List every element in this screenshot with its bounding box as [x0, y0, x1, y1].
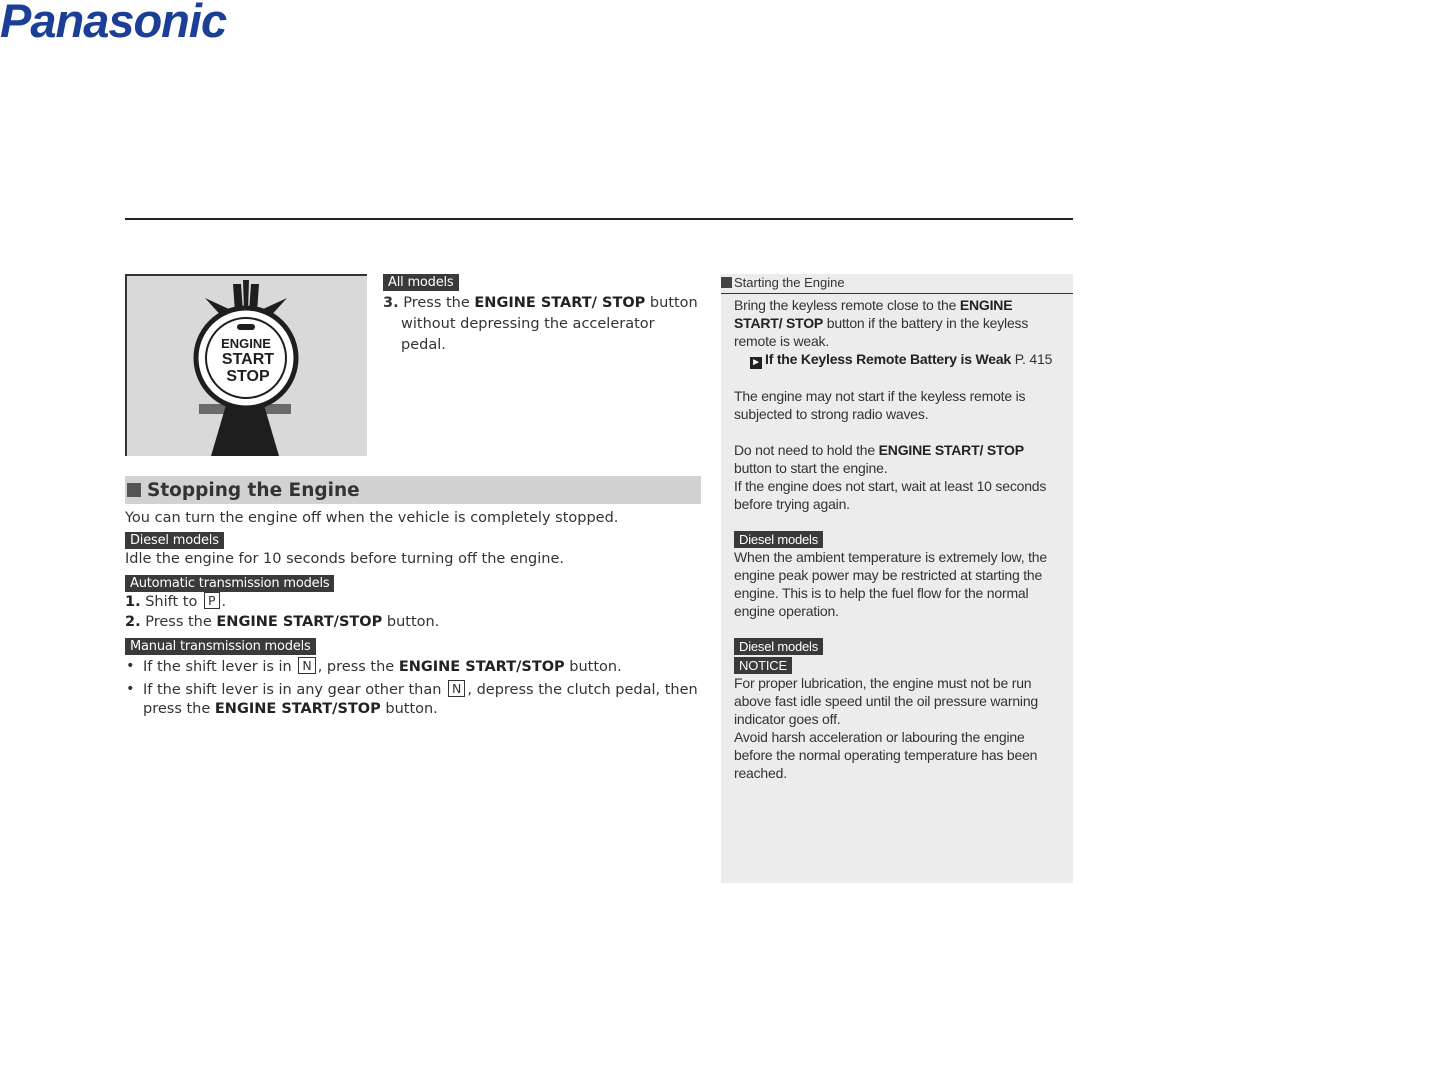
sidebar-p4: When the ambient temperature is extremely low, the engine peak power may be restricted at starting the engine. This is to help the fuel flow for the normal engine operation. — [734, 549, 1047, 619]
step-text-c: without depressing the accelerator pedal. — [401, 316, 655, 353]
engine-label: ENGINE — [221, 336, 271, 351]
step-text-a: Press the — [403, 295, 475, 311]
step-bold: ENGINE START/ STOP — [474, 295, 646, 311]
list-item — [125, 657, 705, 677]
step-number: 3. — [383, 295, 399, 311]
sidebar-body — [734, 296, 1064, 782]
automatic-transmission-tag: Automatic transmission models — [125, 575, 334, 592]
sidebar-header-text: Starting the Engine — [734, 275, 845, 290]
sidebar-p5: For proper lubrication, the engine must not be run above fast idle speed until the oil pressure warning indicator goes off. — [734, 675, 1039, 727]
step-bold: ENGINE START/STOP — [216, 614, 383, 630]
step-text: Shift to — [145, 594, 198, 610]
p3-text-a: Do not need to hold the — [734, 442, 879, 458]
p1-bold: ENGINE START/ STOP — [734, 297, 1013, 331]
p3-bold: ENGINE START/ STOP — [878, 442, 1024, 458]
cross-reference-link[interactable] — [734, 350, 1064, 369]
intro-text: You can turn the engine off when the vehicle is completely stopped. — [125, 510, 619, 526]
stopping-section-body — [125, 508, 705, 722]
item-text: If the shift lever is in any gear other than — [143, 682, 442, 698]
item-text: , press the — [317, 659, 399, 675]
sidebar-p1 — [734, 296, 1064, 350]
park-key-box: P — [204, 592, 220, 609]
sidebar-p3 — [734, 441, 1064, 477]
step-num: 1. — [125, 594, 141, 610]
auto-step-1 — [125, 592, 705, 612]
p1-text-a: Bring the keyless remote close to the — [734, 297, 960, 313]
auto-step-2 — [125, 612, 705, 632]
diesel-models-tag: Diesel models — [125, 532, 224, 549]
neutral-key-box: N — [448, 680, 465, 697]
reference-icon — [721, 277, 732, 288]
sidebar-p3c: If the engine does not start, wait at least 10 seconds before trying again. — [734, 478, 1047, 512]
section-title: Stopping the Engine — [147, 479, 360, 501]
diesel-text: Idle the engine for 10 seconds before turning off the engine. — [125, 551, 565, 567]
step-3-block — [383, 271, 703, 356]
sidebar-p2: The engine may not start if the keyless remote is subjected to strong radio waves. — [734, 388, 1026, 422]
step-text-a: Press the — [145, 614, 217, 630]
sidebar-header — [721, 274, 1073, 294]
diesel-models-tag: Diesel models — [734, 531, 823, 548]
stop-label: STOP — [226, 368, 270, 385]
item-text: button. — [380, 701, 438, 717]
item-bold: ENGINE START/STOP — [398, 659, 565, 675]
header-rule — [125, 218, 1073, 220]
item-text: button. — [564, 659, 622, 675]
panasonic-logo: Panasonic — [0, 0, 227, 47]
ref-title: If the Keyless Remote Battery is Weak — [765, 351, 1012, 367]
item-bold: ENGINE START/STOP — [214, 701, 381, 717]
step-text-b: button — [645, 295, 698, 311]
p1-text-b: button if the battery in the keyless remote is weak. — [734, 315, 1029, 349]
diesel-models-tag: Diesel models — [734, 638, 823, 655]
p3-text-b: button to start the engine. — [734, 460, 888, 476]
sidebar-p6: Avoid harsh acceleration or labouring the engine before the normal operating temperature has been reached. — [734, 729, 1038, 781]
square-bullet-icon — [127, 483, 141, 497]
manual-list — [125, 657, 705, 719]
engine-start-stop-button-icon — [127, 276, 367, 456]
all-models-tag: All models — [383, 274, 459, 291]
arrow-right-icon: ► — [751, 357, 761, 368]
list-item — [125, 680, 705, 719]
manual-transmission-tag: Manual transmission models — [125, 638, 316, 655]
item-text: If the shift lever is in — [143, 659, 292, 675]
sidebar-notes — [721, 274, 1073, 883]
step-3-text — [383, 293, 703, 356]
start-label: START — [221, 351, 275, 368]
stopping-section-heading — [125, 476, 701, 504]
step-num: 2. — [125, 614, 141, 630]
step-end: . — [221, 594, 227, 610]
engine-start-stop-illustration — [125, 274, 367, 456]
ref-page: P. 415 — [1014, 351, 1053, 367]
notice-tag: NOTICE — [734, 657, 792, 674]
neutral-key-box: N — [298, 657, 315, 674]
item-text: , depress the clutch pedal, then press the — [143, 682, 698, 717]
step-text-b: button. — [382, 614, 440, 630]
